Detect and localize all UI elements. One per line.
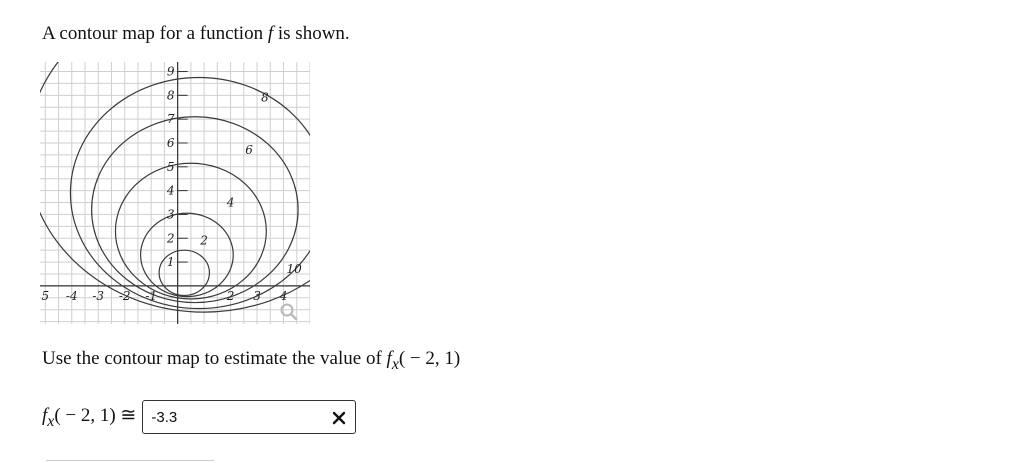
y-tick-label: 1 bbox=[166, 255, 175, 270]
close-icon bbox=[329, 408, 349, 428]
answer-row bbox=[42, 399, 356, 435]
y-tick-label: 9 bbox=[166, 64, 175, 79]
contour-curves bbox=[40, 62, 310, 312]
contour-curve bbox=[92, 117, 298, 303]
x-tick-label: -4 bbox=[65, 288, 78, 303]
answer-label-function: f bbox=[42, 404, 48, 426]
x-tick-label: 4 bbox=[279, 288, 288, 303]
question-prompt bbox=[42, 345, 460, 379]
contour-level-label: 10 bbox=[286, 262, 302, 277]
prompt-function: f bbox=[386, 348, 392, 369]
x-tick-label: 2 bbox=[226, 288, 235, 303]
contour-map-svg bbox=[40, 62, 310, 324]
y-tick-label: 7 bbox=[166, 112, 175, 127]
x-tick-label: 3 bbox=[253, 288, 261, 303]
answer-field-box bbox=[142, 400, 356, 434]
y-tick-label: 3 bbox=[166, 207, 175, 222]
y-tick-label: 5 bbox=[166, 159, 175, 174]
contour-level-label: 8 bbox=[261, 90, 269, 105]
answer-input[interactable] bbox=[143, 401, 323, 433]
x-tick-label: -3 bbox=[92, 288, 105, 303]
question-intro bbox=[42, 20, 350, 48]
intro-suffix: is shown. bbox=[273, 23, 350, 44]
y-tick-label: 2 bbox=[166, 231, 175, 246]
contour-level-label: 6 bbox=[245, 143, 253, 158]
intro-function-var: f bbox=[267, 23, 274, 44]
answer-label bbox=[42, 404, 136, 431]
prompt-text: Use the contour map to estimate the value of bbox=[42, 348, 387, 369]
x-tick-label: -2 bbox=[118, 288, 131, 303]
x-tick-label: 5 bbox=[41, 288, 50, 303]
intro-text: A contour map for a function bbox=[42, 23, 268, 44]
bottom-divider bbox=[46, 460, 214, 461]
y-tick-label: 4 bbox=[166, 183, 175, 198]
y-tick-label: 6 bbox=[166, 135, 175, 150]
y-tick-label: 8 bbox=[166, 88, 175, 103]
contour-curve bbox=[141, 213, 234, 296]
prompt-args: ( − 2, 1) bbox=[398, 348, 461, 369]
clear-answer-button[interactable] bbox=[329, 408, 349, 428]
contour-level-label: 4 bbox=[226, 195, 235, 210]
answer-label-args: ( − 2, 1) ≅ bbox=[54, 404, 137, 426]
answer-label-subscript: x bbox=[47, 412, 55, 430]
prompt-subscript: x bbox=[391, 355, 399, 373]
x-tick-label: -1 bbox=[145, 288, 158, 303]
contour-level-label: 2 bbox=[200, 233, 208, 248]
axes bbox=[40, 62, 310, 324]
grid-lines bbox=[40, 62, 310, 324]
contour-map-figure bbox=[40, 62, 310, 324]
